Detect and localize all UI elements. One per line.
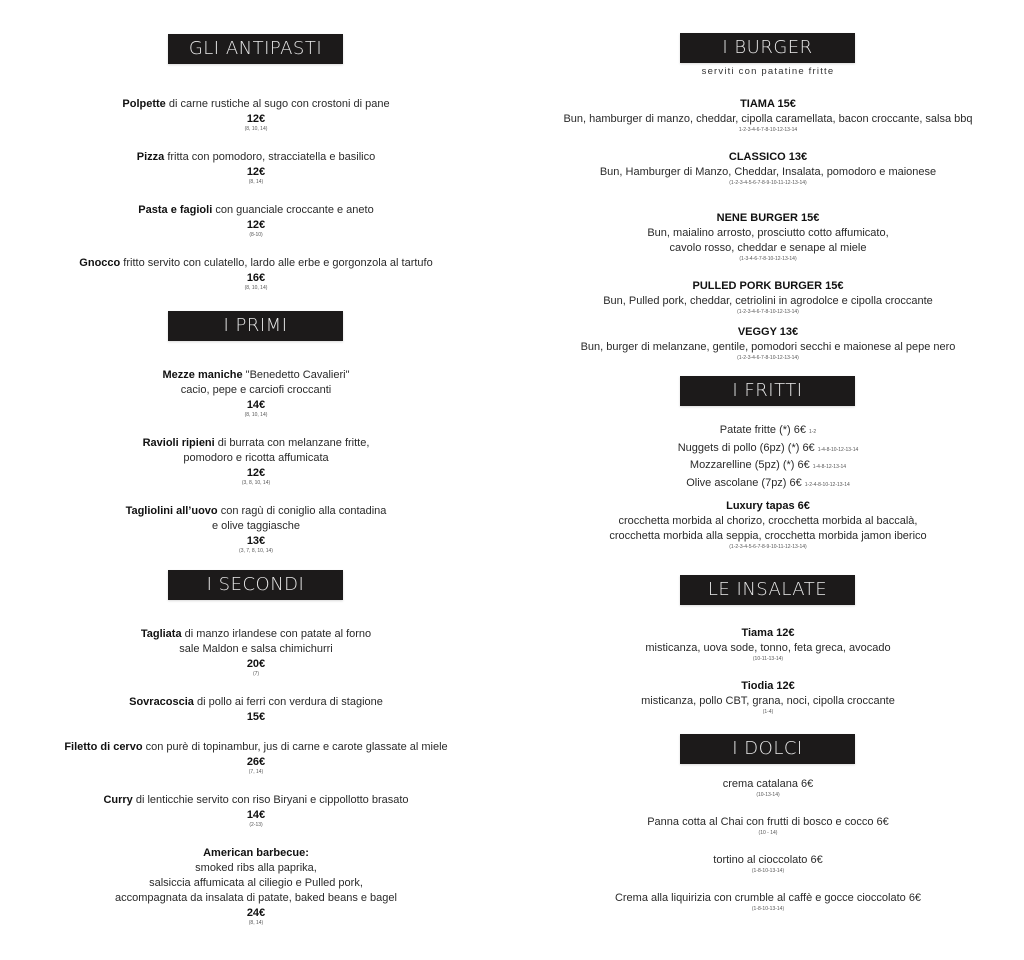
item-price: 12€: [246, 166, 266, 178]
menu-item: [512, 853, 1024, 875]
item-name: Mezze maniche: [162, 369, 243, 381]
item-price: 13€: [246, 535, 266, 547]
section-header-antipasti: GLI ANTIPASTI: [168, 34, 343, 64]
menu-item: [0, 97, 512, 133]
item-desc-line: smoked ribs alla paprika,: [195, 862, 317, 874]
item-allergens: (8, 10, 14): [244, 412, 268, 418]
item-desc: "Benedetto Cavalieri": [242, 369, 350, 381]
item-name: TIAMA 15€: [740, 98, 796, 110]
item-label: crema catalana 6€: [722, 778, 814, 790]
item-allergens: 1-2-3-4-6-7-8-10-12-13-14: [738, 127, 798, 133]
item-desc: di manzo irlandese con patate al forno: [181, 628, 372, 640]
item-label: Panna cotta al Chai con frutti di bosco e cocco 6€: [647, 816, 889, 828]
item-allergens: (2-13): [249, 822, 263, 828]
item-allergens: (8, 14): [248, 920, 264, 926]
item-name: CLASSICO 13€: [728, 151, 808, 163]
list-item: [512, 476, 1024, 494]
item-name: NENE BURGER 15€: [716, 212, 820, 224]
menu-item: [0, 504, 512, 555]
item-name: PULLED PORK BURGER 15€: [692, 280, 844, 292]
item-label: Patate fritte (*) 6€: [719, 424, 806, 436]
item-desc: misticanza, pollo CBT, grana, noci, cipolla croccante: [641, 695, 895, 707]
item-line: [0, 793, 512, 808]
menu-item: [0, 150, 512, 186]
menu-item: [512, 97, 1024, 134]
item-allergens: (8-10): [249, 232, 263, 238]
item-allergens: (7): [252, 671, 260, 677]
menu-item: [512, 211, 1024, 263]
section-header-dolci: I DOLCI: [680, 734, 855, 764]
menu-item: [512, 325, 1024, 362]
item-name: Gnocco: [79, 257, 121, 269]
item-allergens: (8, 14): [248, 179, 264, 185]
menu-item: [0, 793, 512, 829]
item-desc: di carne rustiche al sugo con crostoni di pane: [165, 98, 390, 110]
right-column: [512, 0, 1024, 960]
item-label: Crema alla liquirizia con crumble al caffè e gocce cioccolato 6€: [614, 892, 922, 904]
fritti-list: [512, 423, 1024, 493]
item-desc-line-2: sale Maldon e salsa chimichurri: [179, 643, 333, 655]
menu-item: [512, 815, 1024, 837]
item-name: Filetto di cervo: [64, 741, 143, 753]
item-desc: fritto servito con culatello, lardo alle erbe e gorgonzola al tartufo: [120, 257, 433, 269]
item-line: [0, 436, 512, 451]
item-name: Tagliolini all’uovo: [125, 505, 218, 517]
item-desc: con ragù di coniglio alla contadina: [217, 505, 387, 517]
item-line: [0, 740, 512, 755]
item-allergens: (1-2-3-4-6-7-8-10-12-13-14): [737, 309, 799, 315]
item-name: American barbecue:: [203, 847, 309, 859]
item-allergens: (1-8-10-13-14): [751, 868, 785, 874]
item-allergens: (1-2-3-4-5-6-7-8-9-10-11-12-13-14): [729, 180, 807, 186]
item-desc-line-2: cacio, pepe e carciofi croccanti: [180, 384, 332, 396]
item-name: Pasta e fagioli: [138, 204, 213, 216]
menu-item: [512, 499, 1024, 551]
item-label: Mozzarelline (5pz) (*) 6€: [689, 459, 810, 471]
item-name: Curry: [103, 794, 133, 806]
item-name: Tagliata: [140, 628, 182, 640]
item-desc: di pollo ai ferri con verdura di stagione: [193, 696, 383, 708]
item-line: [0, 97, 512, 112]
section-header-secondi: I SECONDI: [168, 570, 343, 600]
item-allergens: (8, 10, 14): [244, 285, 268, 291]
section-header-burger: I BURGER: [680, 33, 855, 63]
item-allergens: 1-4-8-10-12-13-14: [817, 446, 859, 453]
menu-item: [512, 891, 1024, 913]
item-desc-line: accompagnata da insalata di patate, baked beans e bagel: [115, 892, 397, 904]
section-header-fritti: I FRITTI: [680, 376, 855, 406]
menu-item: [0, 256, 512, 292]
item-desc: Bun, hamburger di manzo, cheddar, cipolla caramellata, bacon croccante, salsa bbq: [563, 113, 973, 125]
item-allergens: (10 - 14): [758, 830, 778, 836]
item-allergens: (7, 14): [248, 769, 264, 775]
menu-item: [512, 150, 1024, 187]
list-item: [512, 458, 1024, 476]
menu-item: [512, 777, 1024, 799]
item-allergens: 1-4-8-12-13-14: [812, 464, 847, 470]
item-price: 12€: [246, 467, 266, 479]
menu-item: [0, 436, 512, 487]
item-allergens: (1-2-3-4-6-7-8-10-12-13-14): [737, 355, 799, 361]
menu-item: [0, 846, 512, 927]
item-allergens: (1-4): [762, 709, 774, 715]
item-desc: di lenticchie servito con riso Biryani e cippollotto brasato: [132, 794, 409, 806]
item-price: 12€: [246, 113, 266, 125]
item-name: Tiodia 12€: [741, 680, 795, 692]
item-allergens: 1-2: [808, 429, 817, 435]
item-name: Sovracoscia: [129, 696, 194, 708]
item-line: [0, 368, 512, 383]
item-name: Ravioli ripieni: [142, 437, 215, 449]
menu-item: [0, 368, 512, 419]
item-allergens: (3, 7, 8, 10, 14): [239, 548, 273, 554]
item-desc-line-2: cavolo rosso, cheddar e senape al miele: [669, 242, 867, 254]
item-name: Luxury tapas 6€: [726, 500, 810, 512]
item-label: Nuggets di pollo (6pz) (*) 6€: [677, 441, 815, 454]
item-desc-line-2: pomodoro e ricotta affumicata: [183, 452, 329, 464]
item-desc-line: salsiccia affumicata al ciliegio e Pulled pork,: [149, 877, 363, 889]
item-allergens: 1-2-4-8-10-12-13-14: [804, 481, 850, 488]
list-item: [512, 423, 1024, 441]
item-desc-line-2: crocchetta morbida alla seppia, crocchetta morbida jamon iberico: [609, 530, 927, 542]
item-line: [0, 504, 512, 519]
item-name: Polpette: [122, 98, 166, 110]
item-allergens: (1-3-4-6-7-8-10-12-13-14): [739, 256, 797, 262]
item-price: 24€: [246, 907, 266, 919]
item-allergens: (10-13-14): [756, 792, 780, 798]
item-desc: fritta con pomodoro, stracciatella e basilico: [164, 151, 376, 163]
item-line: [0, 150, 512, 165]
menu-item: [512, 679, 1024, 716]
item-desc: Bun, Hamburger di Manzo, Cheddar, Insalata, pomodoro e maionese: [599, 166, 937, 178]
item-desc: con guanciale croccante e aneto: [212, 204, 374, 216]
menu-item: [0, 740, 512, 776]
item-desc: con purè di topinambur, jus di carne e carote glassate al miele: [142, 741, 448, 753]
item-allergens: (3, 8, 10, 14): [241, 480, 271, 486]
item-desc: Bun, burger di melanzane, gentile, pomodori secchi e maionese al pepe nero: [580, 341, 956, 353]
item-price: 26€: [246, 756, 266, 768]
menu-item: [0, 695, 512, 724]
list-item: [512, 441, 1024, 459]
item-line: [0, 256, 512, 271]
item-label: Olive ascolane (7pz) 6€: [686, 476, 802, 489]
item-allergens: (1-2-3-4-5-6-7-8-9-10-11-12-13-14): [729, 544, 807, 550]
item-name: Tiama 12€: [741, 627, 795, 639]
item-desc: Bun, maialino arrosto, prosciutto cotto affumicato,: [647, 227, 889, 239]
section-header-primi: I PRIMI: [168, 311, 343, 341]
item-allergens: (10-11-13-14): [752, 656, 784, 662]
item-price: 20€: [246, 658, 266, 670]
item-allergens: (8, 10, 14): [244, 126, 268, 132]
section-header-insalate: LE INSALATE: [680, 575, 855, 605]
item-line: [0, 695, 512, 710]
menu-item: [512, 279, 1024, 316]
item-price: 15€: [246, 711, 266, 723]
item-price: 14€: [246, 399, 266, 411]
item-allergens: (1-8-10-13-14): [751, 906, 785, 912]
item-line: [0, 203, 512, 218]
item-desc-line-2: e olive taggiasche: [211, 520, 301, 532]
item-price: 16€: [246, 272, 266, 284]
item-desc: crocchetta morbida al chorizo, crocchetta morbida al baccalà,: [618, 515, 918, 527]
item-desc: di burrata con melanzane fritte,: [214, 437, 370, 449]
item-line: [0, 627, 512, 642]
menu-item: [0, 627, 512, 678]
item-price: 12€: [246, 219, 266, 231]
item-name: Pizza: [136, 151, 165, 163]
menu-item: [512, 626, 1024, 663]
item-name: VEGGY 13€: [737, 326, 799, 338]
item-desc: Bun, Pulled pork, cheddar, cetriolini in agrodolce e cipolla croccante: [603, 295, 933, 307]
item-desc: misticanza, uova sode, tonno, feta greca, avocado: [645, 642, 891, 654]
item-price: 14€: [246, 809, 266, 821]
item-label: tortino al cioccolato 6€: [713, 854, 823, 866]
menu-item: [0, 203, 512, 239]
section-subtitle: serviti con patatine fritte: [701, 66, 835, 77]
